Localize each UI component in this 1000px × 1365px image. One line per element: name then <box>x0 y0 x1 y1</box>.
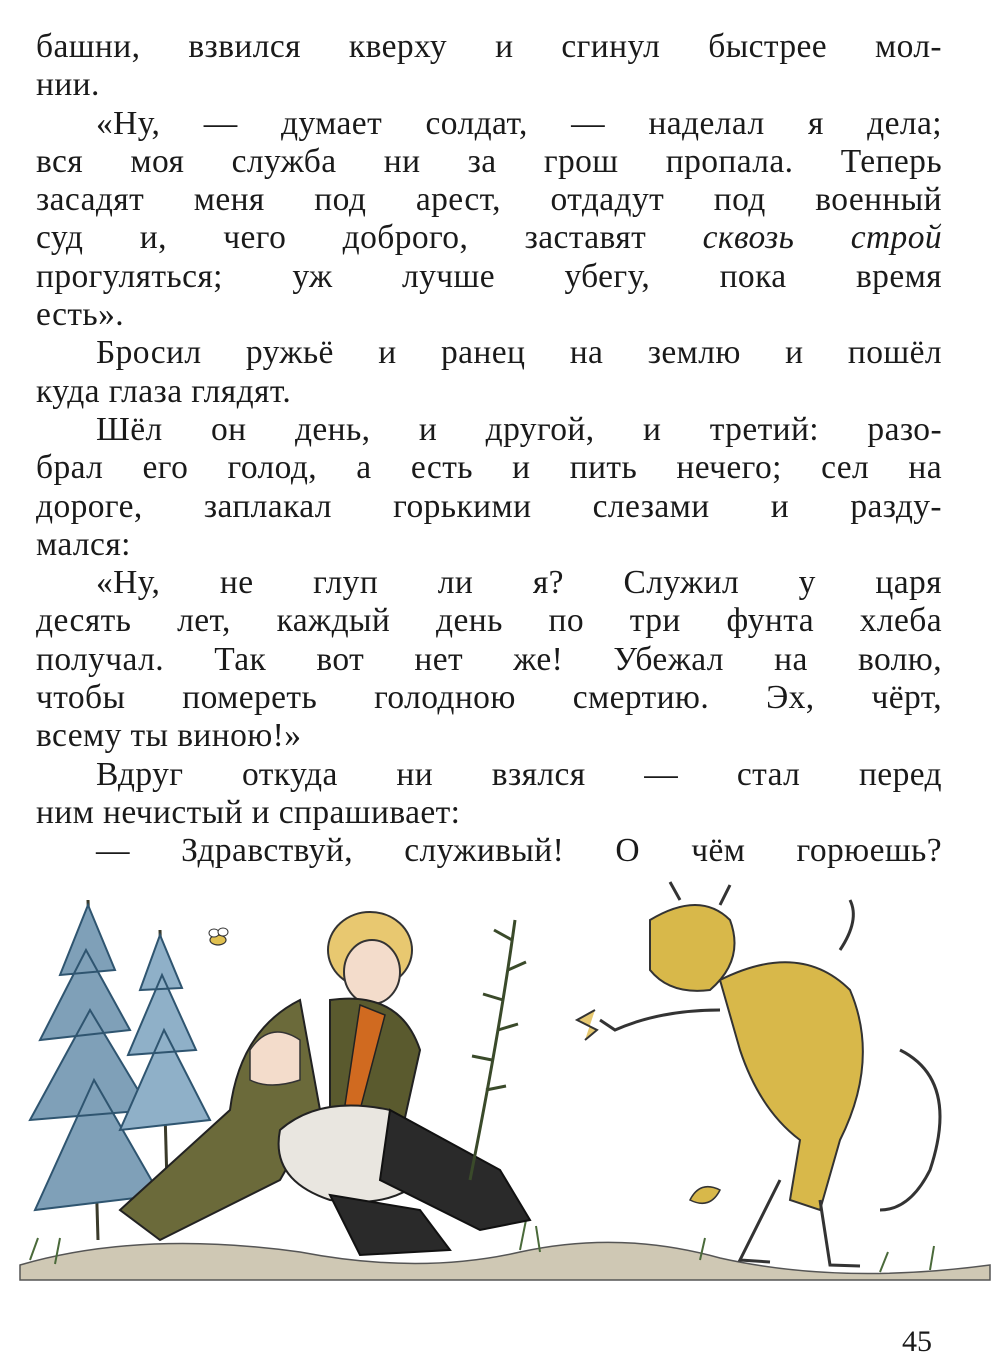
fir-tree <box>30 900 160 1240</box>
text-line: «Ну, — думает солдат, — наделал я дела; <box>96 104 942 142</box>
text-line-with-italic <box>36 219 942 257</box>
text-line: брал его голод, а есть и пить нечего; сел на <box>36 449 942 487</box>
bee <box>209 928 228 945</box>
devil-figure <box>577 882 940 1266</box>
text-line: куда глаза глядят. <box>36 372 292 410</box>
text-line: прогуляться; уж лучше убегу, пока время <box>36 257 942 295</box>
text-line: Вдруг откуда ни взялся — стал перед <box>96 755 942 793</box>
text-line: получал. Так вот нет же! Убежал на волю, <box>36 640 942 678</box>
page-number: 45 <box>902 1325 932 1358</box>
story-illustration <box>0 880 1000 1290</box>
text-line: Бросил ружьё и ранец на землю и пошёл <box>96 334 942 372</box>
text-line: засадят меня под арест, отдадут под военный <box>36 181 942 219</box>
weed-plant <box>470 920 526 1180</box>
text-line: нии. <box>36 66 100 104</box>
text-line: башни, взвился кверху и сгинул быстрее мол- <box>36 28 942 65</box>
italic-term: сквозь строй <box>702 219 943 257</box>
text-line: чтобы помереть голодною смертию. Эх, чёрт, <box>36 679 942 717</box>
text-line: «Ну, не глуп ли я? Служил у царя <box>96 564 942 602</box>
text-line: дороге, заплакал горькими слезами и разду- <box>36 487 942 525</box>
text-line: всему ты виною!» <box>36 717 302 755</box>
text-line: мался: <box>36 525 131 563</box>
text-line: вся моя служба ни за грош пропала. Теперь <box>36 142 942 180</box>
story-text <box>36 28 942 871</box>
text-line: ним нечистый и спрашивает: <box>36 793 461 831</box>
text-line: есть». <box>36 296 125 334</box>
text-line: десять лет, каждый день по три фунта хлеба <box>36 602 942 640</box>
text-line: Шёл он день, и другой, и третий: разо- <box>96 410 942 448</box>
text-line: — Здравствуй, служивый! О чём горюешь? <box>96 832 942 870</box>
text-fragment: суд и, чего доброго, заставят <box>36 219 647 257</box>
